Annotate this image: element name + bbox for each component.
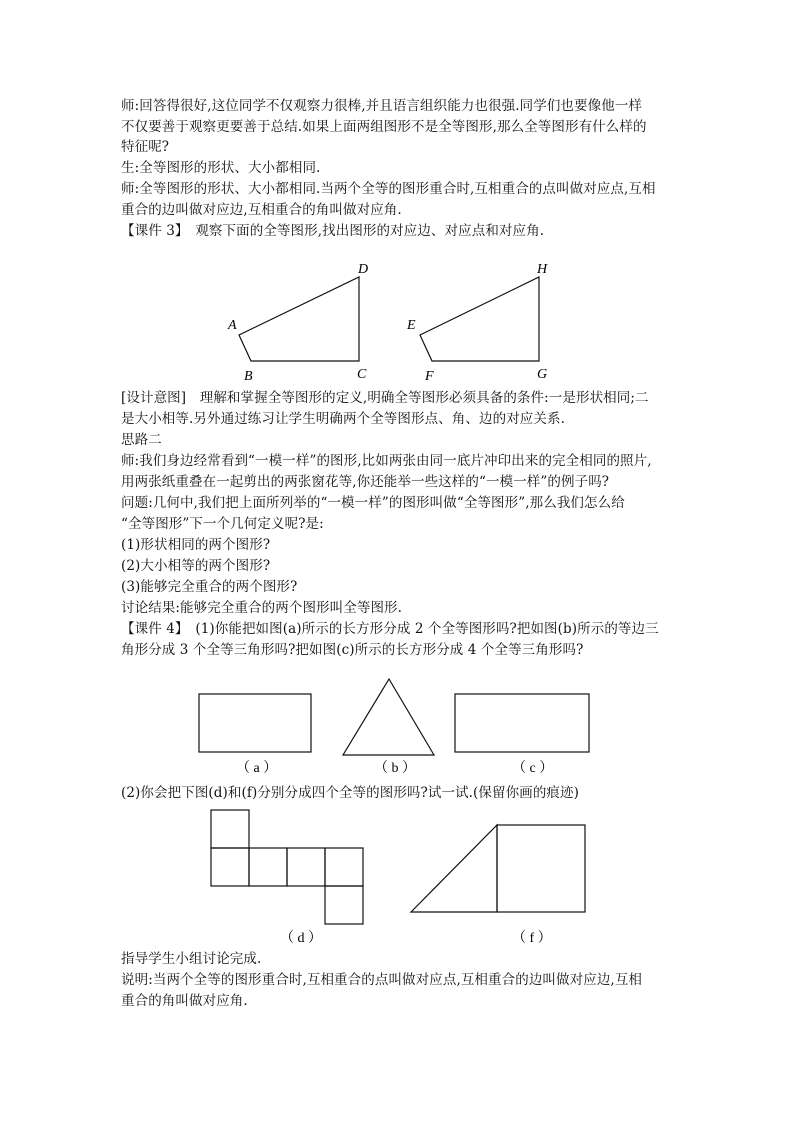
label-e: E [407, 318, 416, 333]
label-d: D [358, 262, 369, 277]
paragraph-teacher-examples-line2: 用两张纸重叠在一起剪出的两张窗花等,你还能举一些这样的“一模一样”的例子吗? [121, 474, 610, 490]
caption-b: （ b ） [374, 761, 416, 776]
label-a: A [228, 318, 237, 333]
option-2: (2)大小相等的两个图形? [121, 558, 271, 574]
paragraph-courseware-4-line1: 【课件 4】 (1)你能把如图(a)所示的长方形分成 2 个全等图形吗?把如图(b)所示的等边三 [121, 621, 659, 637]
caption-f: （ f ） [512, 931, 552, 946]
paragraph-courseware-3: 【课件 3】 观察下面的全等图形,找出图形的对应边、对应点和对应角. [121, 223, 545, 239]
paragraph-explanation-line2: 重合的角叫做对应角. [121, 993, 248, 1009]
label-g: G [537, 367, 548, 382]
square-f [497, 825, 585, 912]
paragraph-approach-two: 思路二 [121, 432, 162, 448]
shape-d [211, 810, 363, 924]
triangle-f [411, 825, 497, 912]
paragraph-discussion-result: 讨论结果:能够完全重合的两个图形叫全等图形. [121, 600, 403, 616]
label-c: C [357, 367, 367, 382]
option-1: (1)形状相同的两个图形? [121, 537, 271, 553]
paragraph-explanation-line1: 说明:当两个全等的图形重合时,互相重合的点叫做对应点,互相重合的边叫做对应边,互相 [121, 972, 643, 988]
paragraph-question-line2: “全等图形”下一个几何定义呢?是: [121, 516, 324, 532]
paragraph-teacher-definition-line1: 师:全等图形的形状、大小都相同.当两个全等的图形重合时,互相重合的点叫做对应点,互相 [121, 181, 656, 197]
paragraph-courseware-4-line2: 角形分成 3 个全等三角形吗?把如图(c)所示的长方形分成 4 个全等三角形吗? [121, 642, 584, 658]
square-d-row-1 [211, 848, 249, 886]
paragraph-teacher-examples-line1: 师:我们身边经常看到“一模一样”的图形,比如两张由同一底片冲印出来的完全相同的照片, [121, 453, 652, 469]
square-d-row-2 [249, 848, 287, 886]
label-h: H [537, 262, 548, 277]
paragraph-design-intent-line1: [设计意图] 理解和掌握全等图形的定义,明确全等图形必须具备的条件:一是形状相同;二 [121, 390, 649, 406]
square-d-row-3 [287, 848, 325, 886]
paragraph-teacher-praise-line1: 师:回答得很好,这位同学不仅观察力很棒,并且语言组织能力也很强.同学们也要像他一样 [121, 98, 643, 114]
paragraph-group-discussion: 指导学生小组讨论完成. [121, 951, 262, 967]
square-d-top [211, 810, 249, 848]
caption-a: （ a ） [236, 761, 278, 776]
label-f: F [425, 369, 434, 384]
square-d-row-4 [325, 848, 363, 886]
paragraph-teacher-praise-line3: 特征呢? [121, 139, 170, 155]
option-3: (3)能够完全重合的两个图形? [121, 579, 298, 595]
paragraph-teacher-definition-line2: 重合的边叫做对应边,互相重合的角叫做对应角. [121, 202, 402, 218]
caption-d: （ d ） [280, 931, 322, 946]
paragraph-student-answer: 生:全等图形的形状、大小都相同. [121, 160, 321, 176]
paragraph-teacher-praise-line2: 不仅要善于观察更要善于总结.如果上面两组图形不是全等图形,那么全等图形有什么样的 [121, 119, 647, 135]
paragraph-question-line1: 问题:几何中,我们把上面所列举的“一模一样”的图形叫做“全等图形”,那么我们怎么给 [121, 495, 625, 511]
caption-c: （ c ） [512, 761, 554, 776]
square-d-bottom [325, 886, 363, 924]
label-b: B [244, 369, 253, 384]
paragraph-design-intent-line2: 是大小相等.另外通过练习让学生明确两个全等图形点、角、边的对应关系. [121, 411, 565, 427]
shape-f [411, 825, 585, 912]
paragraph-question-2: (2)你会把下图(d)和(f)分别分成四个全等的图形吗?试一试.(保留你画的痕迹) [121, 785, 579, 801]
